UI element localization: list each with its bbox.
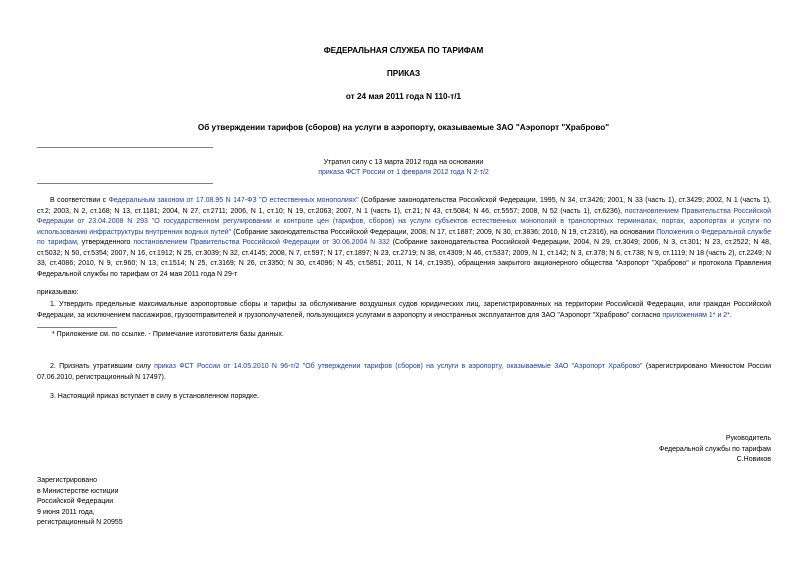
appendix-link[interactable]: приложениям 1* и 2* — [662, 311, 730, 319]
signature-organization: Федеральной службы по тарифам — [659, 445, 771, 453]
repealed-order-link[interactable]: приказ ФСТ России от 14.05.2010 N 96-т/2 "Об утверждении тарифов (сборов) на услуги в аэропорту, оказываемые ЗАО "Аэропорт Храброво" — [154, 363, 643, 370]
signature-name: С.Новиков — [736, 456, 771, 463]
registration-date: 9 июня 2011 года, — [37, 508, 95, 516]
divider-top — [37, 147, 213, 148]
footnote-divider — [37, 327, 117, 328]
registration-number: регистрационный N 20955 — [37, 519, 123, 526]
resolution-293-link[interactable]: постановлением Правительства Российской Федерации от 23.04.2008 N 293 "О государственном регулировании и контроле цен (тарифов, сборов) на услуги субъектов естественных монополий в транспортных терминалах, портах, аэропортах и услуги по использованию инфраструктуры внутренних водных путей" — [37, 207, 772, 236]
fst-regulation-link[interactable]: Положения о Федеральной службе по тарифам — [37, 228, 772, 246]
preamble-paragraph: В соответствии с Федеральным законом от 17.08.95 N 147-ФЗ "О естественных монополиях" (Собрание законодательства Российской Федерации, 1995, N 34, ст.3426; 2001, N 33 (часть 1), ст.3429; 2002, N 1 (часть 1), ст.2; 2003, N 2, ст.168; N 13, ст.1181; 2004, N 27, ст.2711; 2006, N 1, ст.10; N 19, ст.2063; 2007, N 1 (часть 1), ст.21; N 43, ст.5084; N 46, ст.5557; 2008, N 52 (часть 1), ст.6236), постановлением Правительства Российской Федерации от 23.04.2008 N 293 "О государственном регулировании и контроле цен (тарифов, сборов) на услуги субъектов естественных монополий в транспортных терминалах, портах, аэропортах и услуги по использованию инфраструктуры внутренних водных путей" (Собрание законодательства Российской Федерации, 2008, N 17, ст.1887; 2009, N 30, ст.3836; 2010, N 19, ст.2316), на основании Положения о Федеральной службе по тарифам, утвержденного постановлением Правительства Российской Федерации от 30.06.2004 N 332 (Собрание законодательства Российской Федерации, 2004, N 29, ст.3049; 2006, N 3, ст.301; N 23, ст.2522; N 48, ст.5032; N 50, ст.5354; 2007, N 16, ст.1912; N 25, ст.3039; N 32, ст.4145; 2008, N 7, ст.597; N 17, ст.1897; N 23, ст.2719; N 38, ст.4309; N 46, ст.5337; 2009, N 1, ст.142; N 3, ст.378; N 6, ст.738; N 9, ст.1119; N 18 (часть 2), ст.2249; N 33, ст.4086; 2010, N 9, ст.960; N 13, ст.1514; N 25, ст.3169; N 26, ст.3350; N 30, ст.4096; N 45, ст.5851; 2011, N 14, ст.1935), обращения закрытого акционерного общества "Аэропорт "Храброво" и протокола Правления Федеральной службы по тарифам от 24 мая 2011 года N 29-т — [37, 197, 772, 278]
status-text: Утратил силу с 13 марта 2012 года на основании — [323, 159, 484, 166]
signature-position: Руководитель — [725, 435, 771, 442]
registration-line: Российской Федерации — [37, 498, 114, 505]
registration-block — [37, 476, 123, 529]
status-link[interactable]: приказа ФСТ России от 1 февраля 2012 года N 2-т/2 — [318, 169, 489, 176]
item-3: 3. Настоящий приказ вступает в силу в установленном порядке. — [50, 393, 260, 400]
divider-bottom — [37, 183, 213, 184]
item-1: 1. Утвердить предельные максимальные аэропортовые сборы и тарифы за обслуживание воздушных судов юридических лиц, зарегистрированных на территории Российской Федерации, или граждан Российской Федерации, за исключением пассажиров, грузоотправителей и грузополучателей, пользующихся услугами в аэропорту и иностранных эксплуатантов для ЗАО "Аэропорт "Храброво" согласно приложениям 1* и 2*. — [37, 301, 771, 319]
document-date-number: от 24 мая 2011 года N 110-т/1 — [345, 92, 462, 101]
resolution-332-link[interactable]: постановлением Правительства Российской Федерации от 30.06.2004 N 332 — [133, 239, 390, 246]
registration-line: Зарегистрировано — [37, 477, 97, 484]
status-link-row — [0, 168, 807, 179]
agency-name: ФЕДЕРАЛЬНАЯ СЛУЖБА ПО ТАРИФАМ — [323, 46, 484, 55]
document-title: Об утверждении тарифов (сборов) на услуги в аэропорту, оказываемые ЗАО "Аэропорт "Храброво" — [197, 123, 610, 132]
signature-block — [560, 434, 771, 466]
order-word: приказываю: — [37, 289, 79, 296]
registration-line: в Министерстве юстиции — [37, 487, 119, 495]
item-2: 2. Признать утратившим силу приказ ФСТ России от 14.05.2010 N 96-т/2 "Об утверждении тарифов (сборов) на услуги в аэропорту, оказываемые ЗАО "Аэропорт Храброво" (зарегистрировано Минюстом России 07.06.2010, регистрационный N 17497). — [37, 363, 771, 381]
federal-law-link[interactable]: Федеральным законом от 17.08.95 N 147-ФЗ "О естественных монополиях" — [108, 197, 359, 204]
footnote: * Приложение см. по ссылке. - Примечание изготовителя базы данных. — [52, 331, 284, 338]
document-type: ПРИКАЗ — [386, 69, 421, 78]
